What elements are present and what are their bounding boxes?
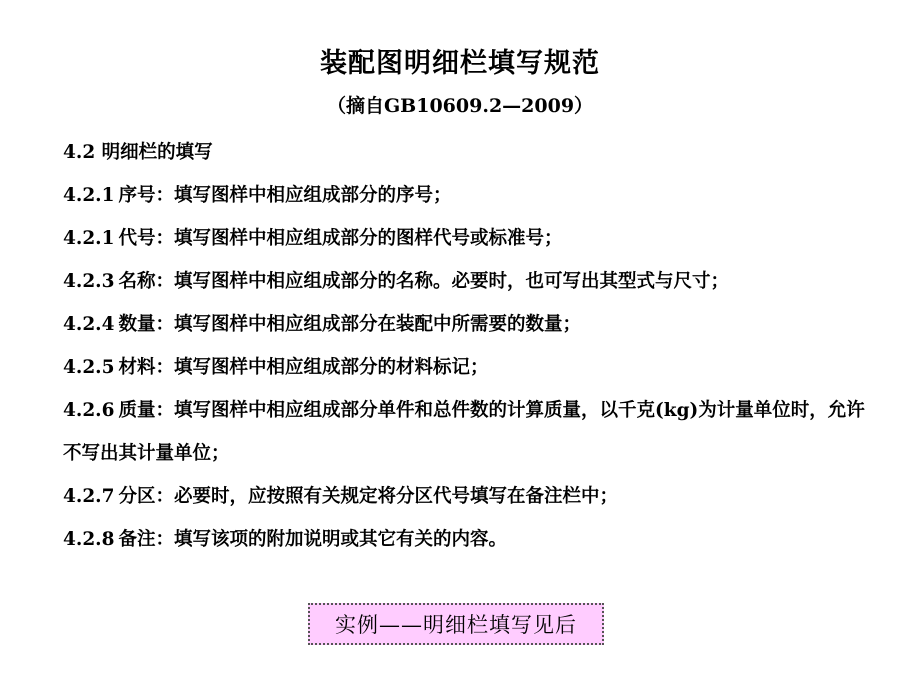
spec-item-zone bbox=[63, 475, 875, 518]
spec-item-mass bbox=[63, 389, 875, 475]
spec-item-code bbox=[63, 217, 875, 260]
page-subtitle: （摘自GB10609.2—2009） bbox=[326, 95, 594, 117]
spec-item-text: 序号：填写图样中相应组成部分的序号； bbox=[118, 185, 452, 206]
spec-item-text: 备注：填写该项的附加说明或其它有关的内容。 bbox=[118, 529, 508, 550]
spec-item-name bbox=[63, 260, 875, 303]
spec-content bbox=[63, 131, 875, 561]
spec-item-serial-number bbox=[63, 174, 875, 217]
spec-item-number: 4.2.4 bbox=[63, 314, 115, 335]
page-title: 装配图明细栏填写规范 bbox=[320, 48, 600, 79]
spec-item-number: 4.2.3 bbox=[63, 271, 115, 292]
example-link-label: 实例——明细栏填写见后 bbox=[335, 613, 577, 637]
spec-item-remarks bbox=[63, 518, 875, 561]
spec-item-text: 名称：填写图样中相应组成部分的名称。必要时，也可写出其型式与尺寸； bbox=[118, 271, 730, 292]
spec-item-number: 4.2.6 bbox=[63, 400, 115, 421]
example-link-button[interactable] bbox=[308, 603, 604, 645]
spec-item-number: 4.2.7 bbox=[63, 486, 115, 507]
spec-item-text: 分区：必要时，应按照有关规定将分区代号填写在备注栏中； bbox=[118, 486, 619, 507]
spec-item-number: 4.2.1 bbox=[63, 228, 115, 249]
spec-item-text: 数量：填写图样中相应组成部分在装配中所需要的数量； bbox=[118, 314, 582, 335]
spec-item-number: 4.2.8 bbox=[63, 529, 115, 550]
spec-item-text: 代号：填写图样中相应组成部分的图样代号或标准号； bbox=[118, 228, 563, 249]
spec-item-text: 质量：填写图样中相应组成部分单件和总件数的计算质量，以千克(kg)为计量单位时，允许不写出其计量单位； bbox=[63, 400, 865, 464]
section-heading: 4.2 明细栏的填写 bbox=[63, 142, 213, 163]
spec-item-text: 材料：填写图样中相应组成部分的材料标记； bbox=[118, 357, 489, 378]
spec-item-quantity bbox=[63, 303, 875, 346]
spec-item-material bbox=[63, 346, 875, 389]
spec-item-number: 4.2.5 bbox=[63, 357, 115, 378]
spec-item-number: 4.2.1 bbox=[63, 185, 115, 206]
